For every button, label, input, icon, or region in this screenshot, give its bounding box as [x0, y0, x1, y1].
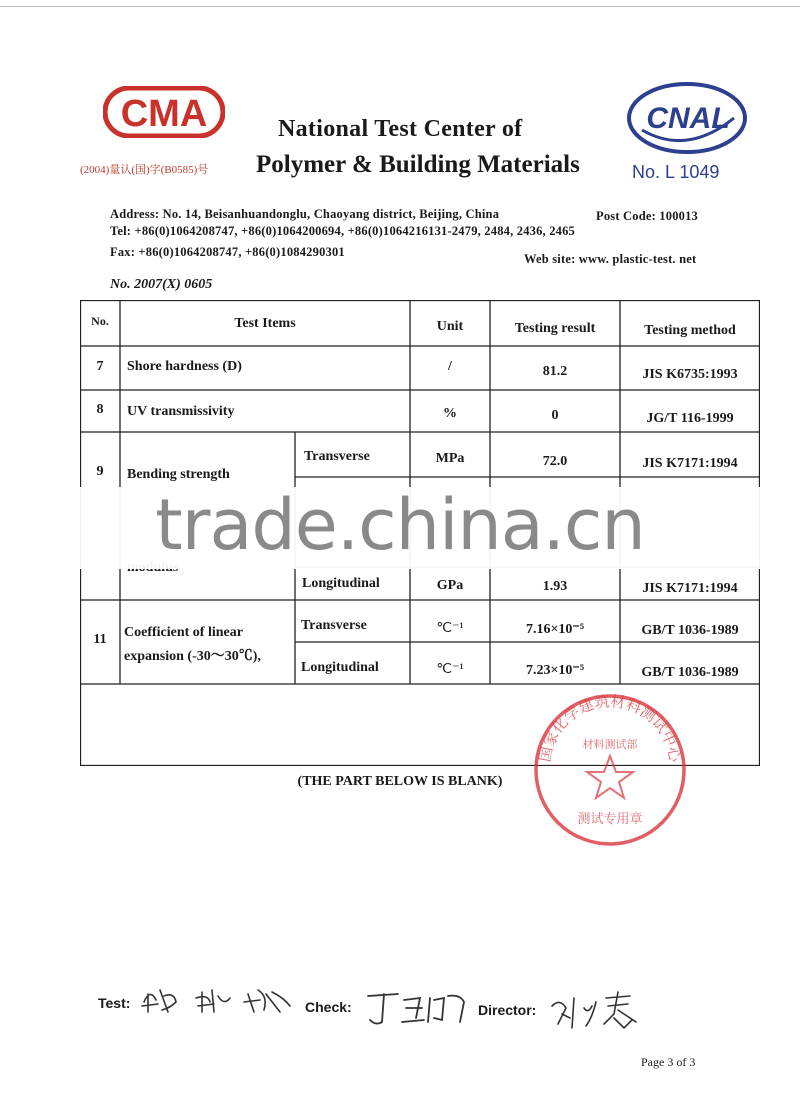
page-number: Page 3 of 3	[641, 1055, 696, 1069]
row-no: 11	[93, 632, 107, 647]
director-label: Director:	[478, 1002, 537, 1018]
row-subitem: Transverse	[301, 618, 367, 633]
header-testing-method: Testing method	[644, 323, 736, 338]
director-signature	[548, 988, 648, 1034]
seal-bottom-text: 测试专用章	[577, 812, 643, 827]
row-unit: %	[443, 406, 457, 421]
row-subitem: Longitudinal	[302, 576, 380, 591]
row-unit: ℃⁻¹	[436, 662, 464, 677]
cnal-logo-text: CNAL	[646, 102, 730, 135]
row-no: 7	[96, 359, 104, 374]
row-result: 7.23×10⁻⁵	[525, 663, 585, 678]
check-label: Check:	[305, 999, 352, 1015]
row-result: 81.2	[542, 364, 568, 379]
row-item-line1: Coefficient of linear	[124, 625, 243, 640]
header-testing-result: Testing result	[514, 321, 596, 336]
check-signature	[364, 988, 476, 1030]
top-border-line	[0, 6, 800, 7]
row-method: GB/T 1036-1989	[641, 665, 739, 680]
website: Web site: www. plastic-test. net	[524, 252, 697, 266]
cnal-logo	[622, 78, 752, 158]
test-signature	[140, 982, 300, 1020]
center-title-line1: National Test Center of	[278, 116, 523, 142]
row-unit: GPa	[436, 578, 464, 593]
tel-line: Tel: +86(0)1064208747, +86(0)1064200694, +86(0)1064216131-2479, 2484, 2436, 2465	[110, 224, 576, 238]
row-unit: MPa	[435, 451, 465, 466]
row-subitem: Longitudinal	[301, 660, 379, 675]
row-method: JIS K7171:1994	[642, 456, 738, 471]
row-result: 1.93	[542, 579, 568, 594]
row-item-line2: expansion (-30～30℃),	[124, 649, 261, 664]
header-unit: Unit	[436, 319, 464, 334]
row-method: JIS K6735:1993	[642, 367, 738, 382]
cma-logo-text: CMA	[120, 93, 208, 135]
blank-note: (THE PART BELOW IS BLANK)	[297, 774, 503, 789]
row-result: 7.16×10⁻⁵	[525, 622, 585, 637]
header-test-items: Test Items	[234, 316, 296, 331]
cma-certificate-number: (2004)量认(国)字(B0585)号	[80, 164, 209, 176]
row-unit: /	[448, 359, 452, 374]
fax-line: Fax: +86(0)1064208747, +86(0)1084290301	[110, 245, 345, 259]
row-method: GB/T 1036-1989	[641, 623, 739, 638]
official-seal-stamp	[530, 690, 690, 850]
address-line: Address: No. 14, Beisanhuandonglu, Chaoyang district, Beijing, China	[110, 207, 500, 221]
cma-logo	[103, 86, 225, 138]
row-no: 9	[96, 464, 104, 479]
seal-inner-text: 材料测试部	[582, 738, 638, 751]
cnal-number: No. L 1049	[632, 162, 720, 182]
test-label: Test:	[98, 995, 131, 1011]
row-item: Shore hardness (D)	[127, 359, 242, 374]
seal-star-icon	[587, 756, 633, 798]
post-code: Post Code: 100013	[596, 209, 699, 223]
row-item: Bending strength	[127, 467, 230, 482]
center-title-line2: Polymer & Building Materials	[256, 151, 580, 178]
seal-arc-text: 国家化学建筑材料测试中心	[535, 692, 685, 764]
row-no: 8	[96, 402, 104, 417]
watermark-text: trade.china.cn	[155, 484, 645, 566]
document-number: No. 2007(X) 0605	[110, 277, 213, 292]
row-unit: ℃⁻¹	[436, 621, 464, 636]
row-item: UV transmissivity	[127, 404, 235, 419]
row-method: JG/T 116-1999	[646, 411, 734, 426]
row-method: JIS K7171:1994	[642, 581, 738, 596]
row-result: 0	[551, 408, 559, 423]
row-result: 72.0	[542, 454, 568, 469]
header-no: No.	[91, 314, 109, 328]
row-subitem: Transverse	[304, 449, 370, 464]
